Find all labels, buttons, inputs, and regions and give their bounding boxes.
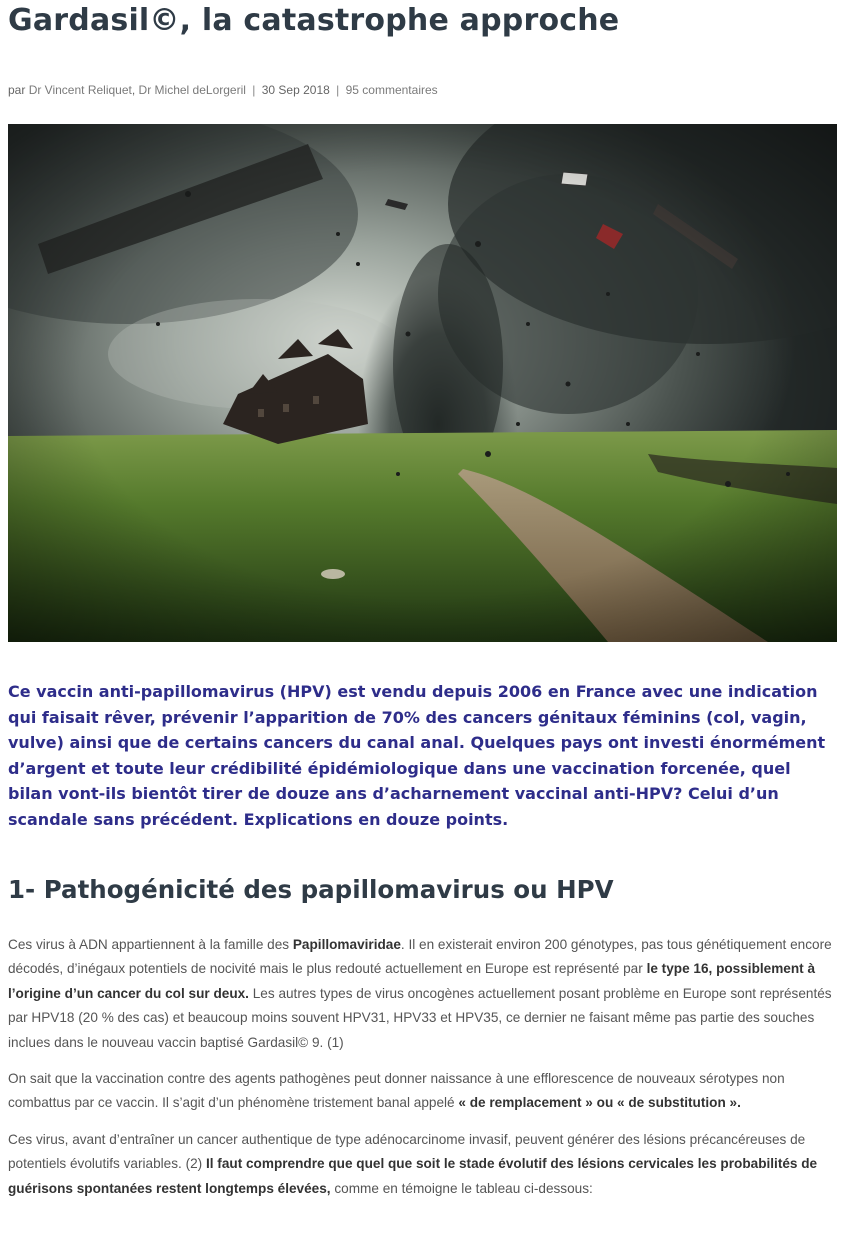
text-run: comme en témoigne le tableau ci-dessous: xyxy=(330,1180,593,1196)
paragraph-3 xyxy=(8,1128,834,1201)
author-link-reliquet[interactable]: Dr Vincent Reliquet xyxy=(28,83,132,97)
article-title: Gardasil©, la catastrophe approche xyxy=(8,3,620,38)
bold-run: le type 16, possiblement à l’origine d’un cancer du col sur deux. xyxy=(8,961,816,1001)
comments-link[interactable]: 95 commentaires xyxy=(345,83,438,97)
text-run: Les autres types de virus oncogènes actuellement posant problème en Europe sont représentés par HPV18 (20 % des cas) et beaucoup moins souvent HPV31, HPV33 et HPV35, ce dernier ne faisant même pas partie des souches inclues dans le nouveau vaccin baptisé Gardasil© 9. (1) xyxy=(8,985,832,1050)
author-separator: , xyxy=(131,83,136,97)
text-run: Ces virus à ADN appartiennent à la famille des xyxy=(8,937,293,952)
text-run: . Il en existerait environ 200 génotypes, pas tous génétiquement encore décodés, d’inégaux potentiels de nocivité mais le plus redouté actuellement en Europe est représenté par xyxy=(8,937,832,977)
hero-image xyxy=(8,124,837,642)
section-heading-1: 1- Pathogénicité des papillomavirus ou HPV xyxy=(8,875,614,904)
bold-run: « de remplacement » ou « de substitution ». xyxy=(458,1095,741,1111)
post-meta xyxy=(8,82,438,98)
bold-run: Papillomaviridae xyxy=(292,937,401,952)
bold-run: Il faut comprendre que quel que soit le stade évolutif des lésions cervicales les probabilités de guérisons spontanées restent longtemps élevées, xyxy=(8,1156,818,1196)
paragraph-1 xyxy=(8,933,834,1055)
post-date: 30 Sep 2018 xyxy=(261,83,330,97)
text-run: Ces virus, avant d’entraîner un cancer authentique de type adénocarcinome invasif, peuvent générer des lésions précancéreuses de potentiels évolutifs variables. (2) xyxy=(8,1132,806,1172)
meta-separator: | xyxy=(252,83,256,97)
author-link-delorgeril[interactable]: Dr Michel deLorgeril xyxy=(138,83,246,97)
meta-separator: | xyxy=(336,83,340,97)
article-intro: Ce vaccin anti-papillomavirus (HPV) est vendu depuis 2006 en France avec une indication qui faisait rêver, prévenir l’apparition de 70% des cancers génitaux féminins (col, vagin, vulve) ainsi que de certains cancers du canal anal. Quelques pays ont investi énormément d’argent et toute leur crédibilité épidémiologique dans une vaccination forcenée, quel bilan vont-ils bientôt tirer de douze ans d’acharnement vaccinal anti-HPV? Celui d’un scandale sans précédent. Explications en douze points. xyxy=(8,682,826,829)
paragraph-2 xyxy=(8,1067,834,1116)
meta-prefix: par xyxy=(8,83,26,97)
text-run: On sait que la vaccination contre des agents pathogènes peut donner naissance à une efflorescence de nouveaux sérotypes non combattus par ce vaccin. Il s’agit d’un phénomène tristement banal appelé xyxy=(8,1071,785,1111)
